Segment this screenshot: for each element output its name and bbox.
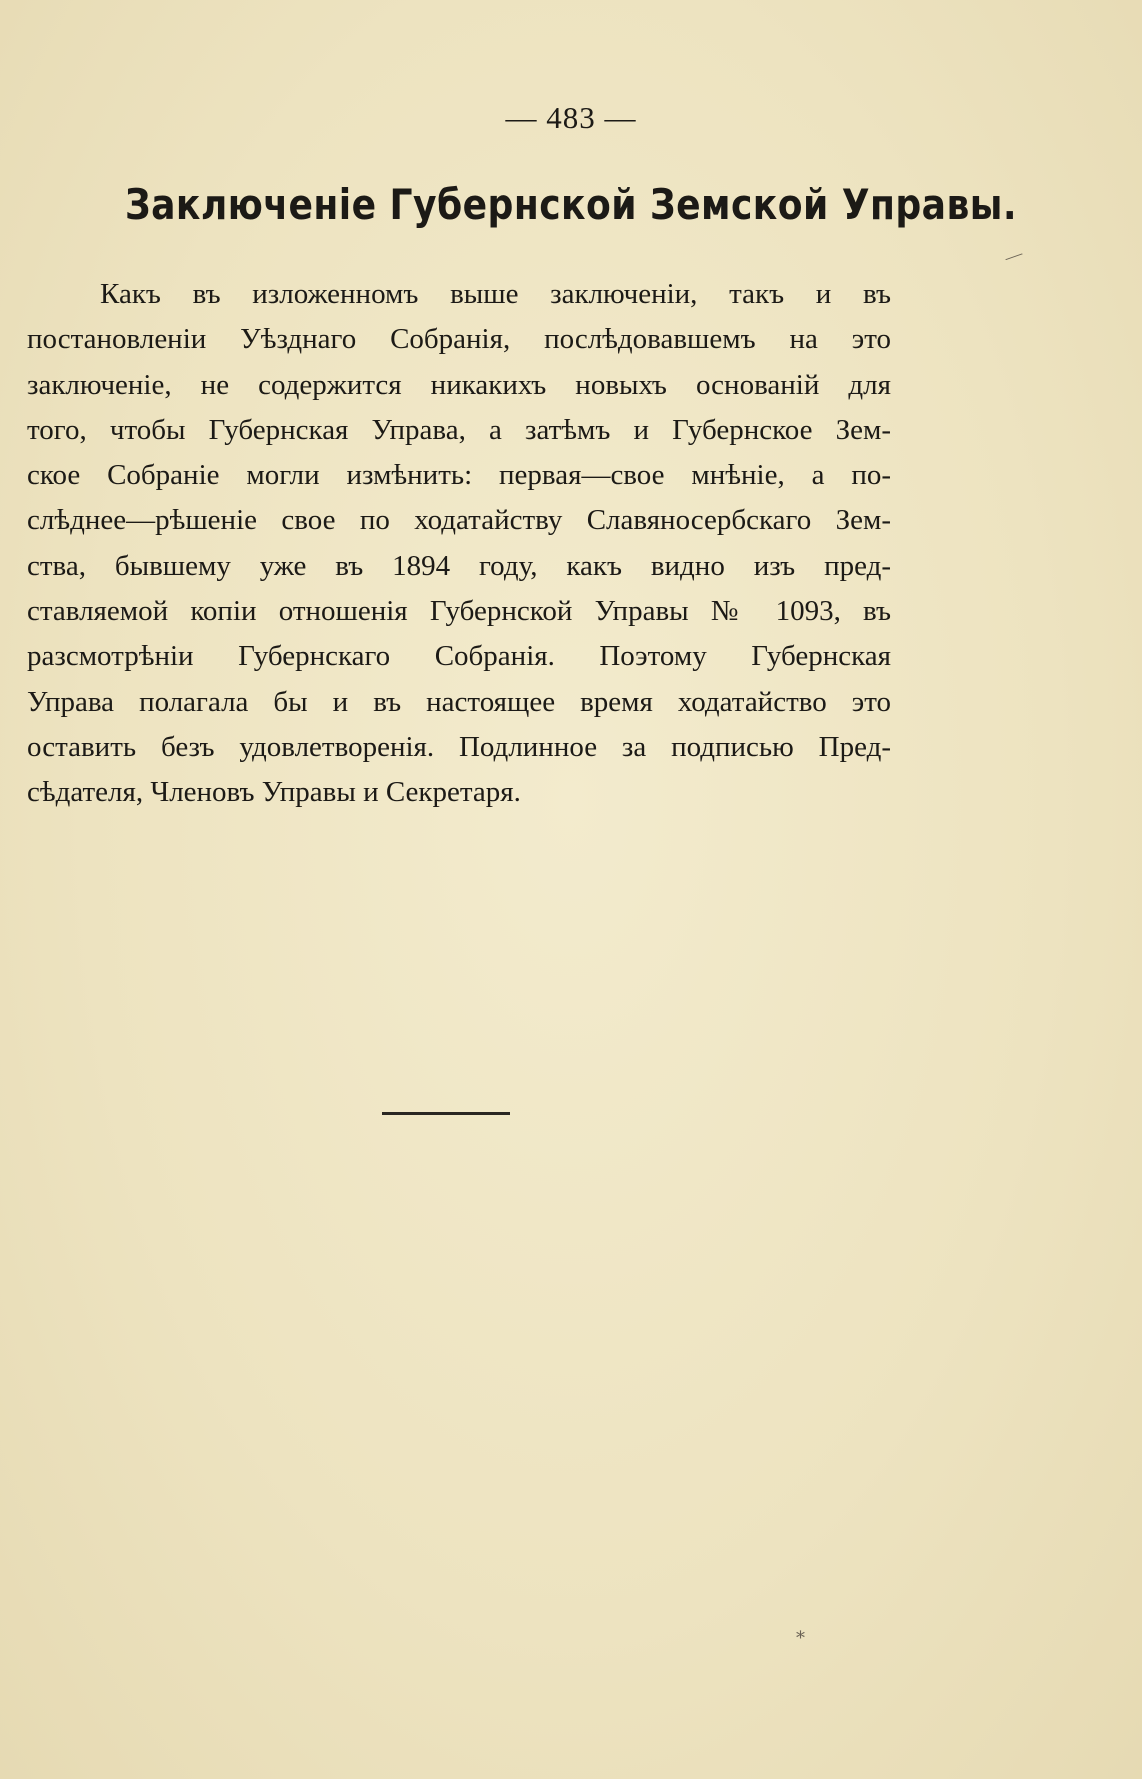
text-line: Управа полагала бы и въ настоящее время ходатайство это [27, 685, 891, 718]
text-line: ставляемой копіи отношенія Губернской Управы № 1093, въ [27, 595, 891, 628]
text-line: заключеніе, не содержится никакихъ новыхъ основаній для [27, 368, 891, 401]
page-number: — 483 — [505, 100, 637, 135]
text-line: слѣднее—рѣшеніе свое по ходатайству Славяносербскаго Зем- [27, 504, 891, 537]
ink-speck-mark: ∕ [1005, 245, 1023, 268]
text-line: ства, бывшему уже въ 1894 году, какъ видно изъ пред- [27, 549, 891, 582]
body-text [27, 272, 891, 816]
text-line: того, чтобы Губернская Управа, а затѣмъ и Губернское Зем- [27, 413, 891, 446]
text-line: Какъ въ изложенномъ выше заключеніи, такъ и въ [100, 278, 891, 310]
text-line: постановленіи Уѣзднаго Собранія, послѣдовавшемъ на это [27, 323, 891, 356]
text-line: оставить безъ удовлетворенія. Подлинное за подписью Пред- [27, 730, 891, 763]
ink-speck-mark: ⁎ [796, 1622, 805, 1642]
text-line: сѣдателя, Членовъ Управы и Секретаря. [27, 776, 521, 809]
text-line: разсмотрѣніи Губернскаго Собранія. Поэтому Губернская [27, 640, 891, 673]
section-title: Заключеніе Губернской Земской Управы. [124, 180, 1018, 229]
separator-rule [382, 1112, 510, 1115]
text-line: ское Собраніе могли измѣнить: первая—свое мнѣніе, а по- [27, 459, 891, 492]
